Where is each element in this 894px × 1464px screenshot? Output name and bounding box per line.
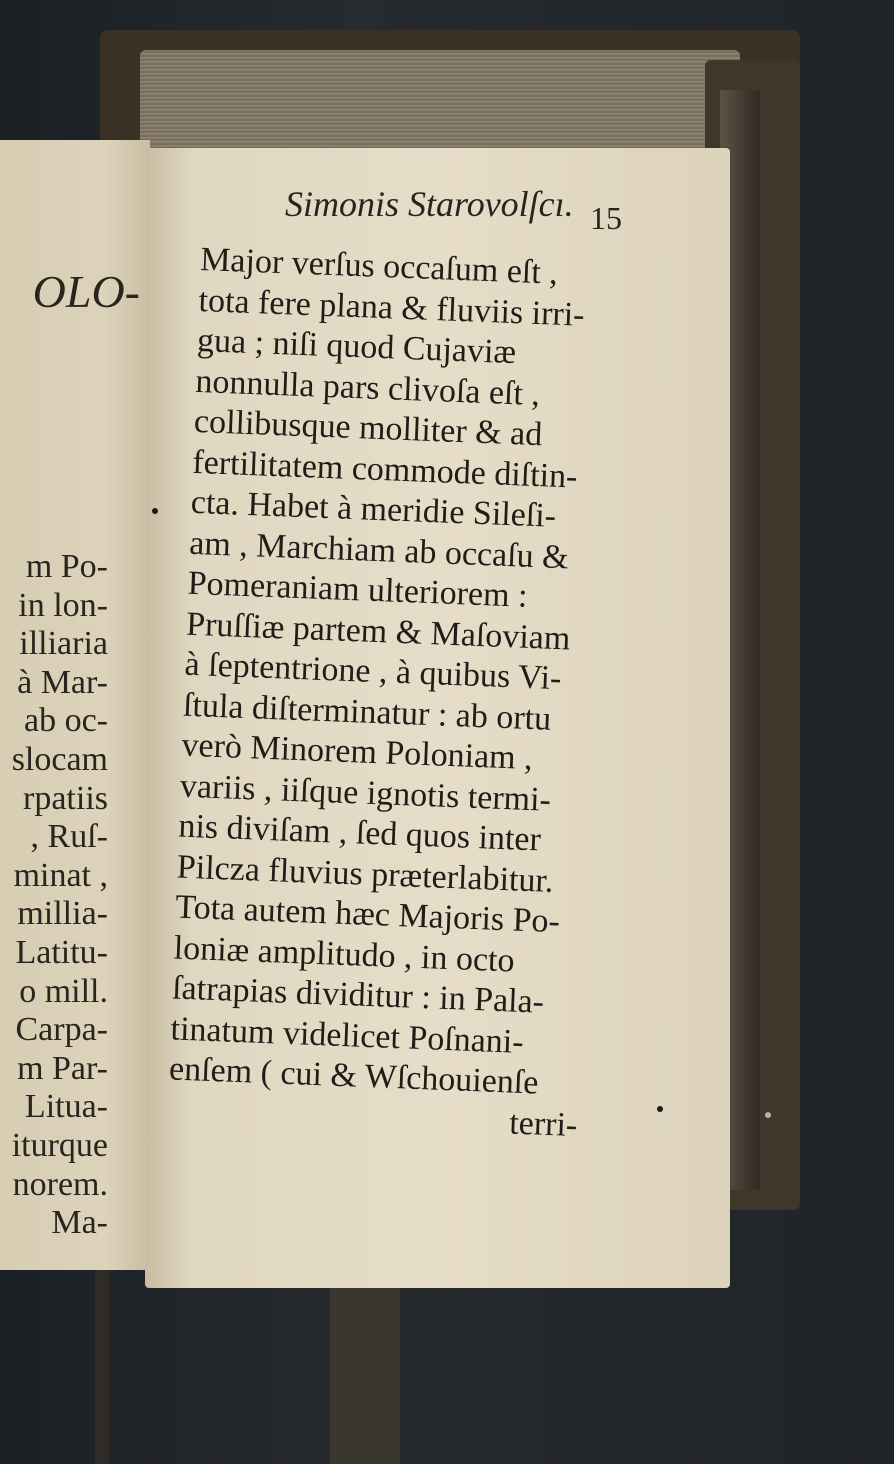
speck: [765, 1112, 771, 1118]
left-line: ab oc-: [23, 702, 108, 740]
text-line: loniæ amplitudo , in octo: [173, 928, 516, 980]
text-line: nonnulla pars clivoſa eſt ,: [194, 362, 541, 413]
left-line: , Ruſ-: [30, 818, 108, 856]
left-line: à Mar-: [17, 663, 108, 701]
left-line: millia-: [17, 895, 108, 933]
text-line: Pomeraniam ulteriorem :: [187, 564, 529, 615]
left-page: [0, 140, 150, 1270]
left-line: Carpa-: [15, 1011, 108, 1049]
left-line: norem.: [12, 1165, 108, 1203]
text-line: gua ; niſi quod Cujaviæ: [196, 321, 517, 372]
left-page-text: [0, 548, 108, 1243]
text-line: nis diviſam , ſed quos inter: [177, 807, 542, 859]
text-line: am , Marchiam ab occaſu &: [188, 524, 570, 576]
left-line: slocam: [11, 740, 108, 778]
left-line: m Par-: [17, 1049, 108, 1087]
book-spine-bottom: [330, 1260, 400, 1464]
left-line: in lon-: [18, 586, 108, 624]
text-line: enſem ( cui & Wſchouienſe: [168, 1050, 540, 1102]
text-line: à ſeptentrione , à quibus Vi-: [183, 645, 563, 698]
left-line: rpatiis: [23, 779, 108, 817]
left-line: illiaria: [19, 625, 108, 663]
right-page: [145, 148, 730, 1288]
catchword: terri-: [508, 1104, 579, 1144]
page-number: 15: [590, 200, 622, 236]
left-line: Latitu-: [15, 933, 108, 971]
ribbon-marker: [95, 1250, 109, 1464]
left-line: Ma-: [51, 1204, 108, 1242]
text-line: cta. Habet à meridie Sileſi-: [190, 483, 557, 535]
text-line: tota fere plana & fluviis irri-: [197, 281, 586, 334]
speck: [152, 508, 158, 514]
page-edges: [140, 50, 740, 155]
text-line: Pruſſiæ partem & Maſoviam: [185, 605, 572, 657]
left-line: Litua-: [24, 1088, 108, 1126]
text-line: collibusque molliter & ad: [193, 402, 543, 454]
text-line: Tota autem hæc Majoris Po-: [174, 888, 561, 941]
text-line: tinatum videlicet Poſnani-: [170, 1009, 525, 1061]
text-line: variis , iiſque ignotis termi-: [179, 767, 552, 819]
body-text: [167, 240, 631, 1147]
running-head: Simonis Starovolſcı.: [285, 184, 574, 224]
left-line: iturque: [11, 1126, 108, 1164]
left-line: m Po-: [25, 548, 108, 585]
left-line: minat ,: [13, 856, 108, 894]
left-line: o mill.: [19, 972, 108, 1010]
text-line: ſatrapias dividitur : in Pala-: [171, 969, 545, 1021]
left-page-heading: OLO-: [32, 266, 140, 317]
text-line: verò Minorem Poloniam ,: [180, 726, 534, 778]
text-line: ſtula diſterminatur : ab ortu: [182, 686, 552, 738]
speck: [657, 1106, 663, 1112]
text-line: Pilcza fluvius præterlabitur.: [176, 848, 555, 900]
text-line: Major verſus occaſum eſt ,: [199, 240, 559, 292]
text-line: fertilitatem commode diſtin-: [191, 443, 579, 496]
